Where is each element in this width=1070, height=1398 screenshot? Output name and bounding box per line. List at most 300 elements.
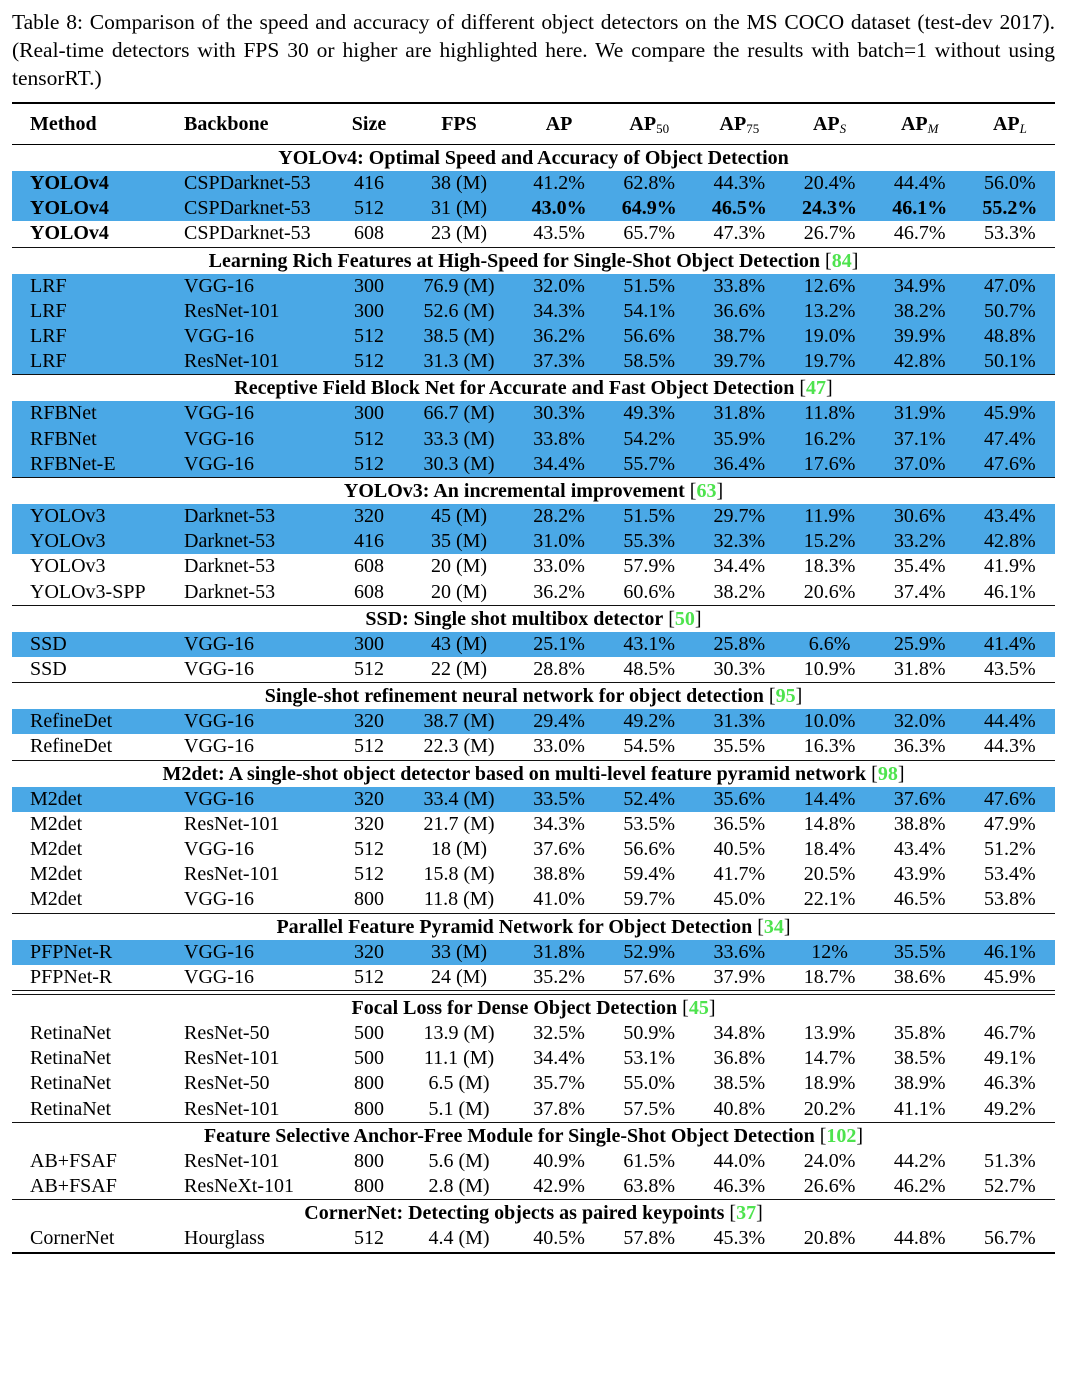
cell-ap50: 57.6% (623, 965, 676, 988)
cell-size: 512 (354, 863, 384, 886)
cell-fps: 20 (M) (430, 555, 488, 578)
col-aps: $AP_S$ (812, 113, 847, 136)
cell-size: 500 (354, 1047, 384, 1070)
cell-aps: 14.4% (784, 787, 874, 812)
cell-fps: 11.8 (M) (423, 888, 495, 911)
col-ap75: $AP_{75}$ (719, 113, 760, 136)
cell-backbone: VGG-16 (184, 735, 254, 758)
cell-aps: 16.2% (784, 427, 874, 452)
cell-fps: 22 (M) (430, 658, 488, 681)
cell-apm: 34.9% (875, 274, 965, 299)
cell-apm: 37.4% (893, 580, 946, 603)
cell-ap75: 38.2% (713, 580, 766, 603)
cell-apm: 30.6% (875, 504, 965, 529)
cell-ap: 34.4% (514, 452, 604, 478)
cell-ap75: 38.5% (713, 1072, 766, 1095)
cell-fps: 35 (M) (404, 529, 514, 554)
table-row (12, 657, 1055, 683)
cell-method: M2det (30, 888, 83, 911)
cell-fps: 30.3 (M) (404, 452, 514, 478)
cell-size: 300 (334, 632, 404, 657)
cell-ap: 34.3% (533, 812, 585, 835)
cell-ap: 33.0% (533, 555, 585, 578)
group-title: Receptive Field Block Net for Accurate and Fast Object Detection (234, 377, 795, 400)
cell-ap50: 53.5% (623, 812, 676, 835)
table-row (12, 554, 1055, 579)
cell-method: M2det (12, 787, 184, 812)
cell-ap75: 35.5% (713, 735, 766, 758)
cell-backbone: VGG-16 (184, 274, 334, 299)
cell-ap: 43.0% (514, 196, 604, 221)
cell-ap75: 32.3% (694, 529, 784, 554)
cell-backbone: ResNet-101 (184, 863, 280, 886)
cell-size: 608 (354, 222, 384, 245)
cell-size: 320 (334, 709, 404, 734)
cell-ap75: 36.4% (694, 452, 784, 478)
cell-method: RFBNet (12, 427, 184, 452)
cell-backbone: Darknet-53 (184, 580, 276, 603)
table-row (12, 709, 1055, 734)
cell-fps: 13.9 (M) (423, 1022, 495, 1045)
col-method: Method (30, 113, 97, 135)
col-backbone: Backbone (184, 113, 269, 135)
bottom-rule (12, 1253, 1055, 1254)
citation-link[interactable]: 98 (877, 762, 898, 785)
citation-link[interactable]: 47 (806, 377, 827, 400)
group-title-row: Learning Rich Features at High-Speed for Single-Shot Object Detection [84] (208, 249, 859, 272)
cell-method: RetinaNet (30, 1047, 112, 1070)
table-body (12, 145, 1055, 1254)
table-row (12, 401, 1055, 426)
table-row (12, 632, 1055, 657)
cell-ap75: 46.3% (713, 1175, 766, 1198)
cell-ap50: 49.3% (604, 401, 694, 426)
cell-ap: 43.5% (533, 222, 585, 245)
cell-backbone: VGG-16 (184, 452, 334, 478)
table-row (12, 580, 1055, 606)
cell-apl: 55.2% (965, 196, 1055, 221)
table-row (12, 529, 1055, 554)
cell-ap50: 64.9% (604, 196, 694, 221)
cell-ap50: 65.7% (623, 222, 676, 245)
cell-size: 800 (354, 888, 384, 911)
table-row (12, 1097, 1055, 1123)
cell-apm: 39.9% (875, 324, 965, 349)
cell-aps: 26.6% (803, 1175, 856, 1198)
cell-apl: 41.4% (965, 632, 1055, 657)
cell-ap50: 57.8% (623, 1227, 676, 1250)
cell-ap75: 31.3% (694, 709, 784, 734)
cell-backbone: VGG-16 (184, 427, 334, 452)
cell-size: 512 (354, 838, 384, 861)
table-row (12, 504, 1055, 529)
cell-ap50: 52.4% (604, 787, 694, 812)
table-row (12, 452, 1055, 478)
cell-method: RFBNet (12, 401, 184, 426)
cell-ap: 35.2% (533, 965, 585, 988)
cell-ap75: 34.8% (713, 1022, 766, 1045)
cell-apm: 43.9% (893, 863, 946, 886)
group-title-row: CornerNet: Detecting objects as paired keypoints [37] (304, 1202, 763, 1225)
table-header (12, 103, 1055, 145)
cell-ap75: 45.3% (713, 1227, 766, 1250)
cell-apl: 51.2% (984, 838, 1036, 861)
cell-ap75: 47.3% (713, 222, 766, 245)
cell-apm: 46.2% (893, 1175, 946, 1198)
cell-apm: 38.8% (893, 812, 946, 835)
cell-aps: 24.0% (803, 1149, 856, 1172)
cell-ap: 31.0% (514, 529, 604, 554)
citation-link[interactable]: 34 (763, 915, 784, 938)
col-ap: AP (545, 113, 573, 135)
cell-method: M2det (30, 838, 83, 861)
cell-aps: 19.7% (784, 349, 874, 375)
citation-link[interactable]: 50 (674, 607, 695, 630)
table-row (12, 734, 1055, 760)
cell-size: 512 (354, 735, 384, 758)
cell-ap50: 53.1% (623, 1047, 676, 1070)
table-row (12, 1021, 1055, 1046)
cell-fps: 45 (M) (404, 504, 514, 529)
cell-method: RFBNet-E (12, 452, 184, 478)
cell-apl: 47.0% (965, 274, 1055, 299)
cell-ap: 29.4% (514, 709, 604, 734)
cell-size: 300 (334, 274, 404, 299)
table-row (12, 887, 1055, 913)
cell-apl: 50.1% (965, 349, 1055, 375)
cell-aps: 20.4% (784, 171, 874, 196)
cell-ap: 34.4% (533, 1047, 585, 1070)
cell-aps: 18.3% (803, 555, 856, 578)
cell-aps: 11.9% (784, 504, 874, 529)
cell-ap50: 43.1% (604, 632, 694, 657)
cell-size: 512 (334, 349, 404, 375)
cell-fps: 52.6 (M) (404, 299, 514, 324)
cell-ap50: 57.5% (623, 1097, 676, 1120)
citation-link[interactable]: 45 (688, 997, 709, 1020)
cell-method: YOLOv3 (30, 555, 106, 578)
cell-ap: 35.7% (533, 1072, 585, 1095)
cell-apm: 44.4% (875, 171, 965, 196)
cell-size: 512 (334, 452, 404, 478)
group-title: SSD: Single shot multibox detector (365, 607, 664, 630)
cell-method: RefineDet (30, 735, 113, 758)
cell-aps: 20.5% (803, 863, 856, 886)
col-ap50: $AP_{50}$ (629, 113, 670, 136)
group-title-row: YOLOv3: An incremental improvement [63] (343, 480, 724, 503)
cell-ap: 33.0% (533, 735, 585, 758)
cell-ap50: 54.2% (604, 427, 694, 452)
cell-ap50: 56.6% (604, 324, 694, 349)
cell-size: 512 (334, 196, 404, 221)
cell-size: 320 (334, 940, 404, 965)
cell-ap75: 36.8% (713, 1047, 766, 1070)
cell-apm: 41.1% (893, 1097, 946, 1120)
cell-fps: 24 (M) (430, 965, 488, 988)
col-fps: FPS (441, 113, 477, 135)
group-title-row: Parallel Feature Pyramid Network for Object Detection [34] (276, 915, 791, 938)
group-title: M2det: A single-shot object detector based on multi-level feature pyramid network (162, 762, 867, 785)
cell-ap75: 36.5% (713, 812, 766, 835)
cell-ap50: 51.5% (604, 504, 694, 529)
cell-fps: 31 (M) (404, 196, 514, 221)
cell-apl: 56.7% (984, 1227, 1036, 1250)
cell-method: YOLOv3 (12, 529, 184, 554)
cell-ap50: 60.6% (623, 580, 676, 603)
cell-ap: 34.3% (514, 299, 604, 324)
cell-ap75: 25.8% (694, 632, 784, 657)
cell-apl: 52.7% (984, 1175, 1036, 1198)
cell-ap50: 51.5% (604, 274, 694, 299)
cell-aps: 18.7% (803, 965, 856, 988)
table-row (12, 171, 1055, 196)
cell-backbone: VGG-16 (184, 888, 254, 911)
cell-method: PFPNet-R (12, 940, 184, 965)
group-title: YOLOv4: Optimal Speed and Accuracy of Object Detection (278, 147, 789, 169)
cell-apm: 44.2% (893, 1149, 946, 1172)
cell-ap75: 45.0% (713, 888, 766, 911)
cell-ap75: 37.9% (713, 965, 766, 988)
cell-size: 300 (334, 299, 404, 324)
cell-aps: 10.9% (803, 658, 856, 681)
cell-backbone: ResNet-101 (184, 1047, 280, 1070)
cell-fps: 18 (M) (430, 838, 488, 861)
cell-method: LRF (12, 274, 184, 299)
cell-ap50: 52.9% (604, 940, 694, 965)
cell-ap: 33.5% (514, 787, 604, 812)
cell-apm: 46.7% (893, 222, 946, 245)
cell-aps: 12.6% (784, 274, 874, 299)
cell-aps: 26.7% (803, 222, 856, 245)
cell-apm: 38.6% (893, 965, 946, 988)
cell-ap: 38.8% (533, 863, 585, 886)
group-title-row: Receptive Field Block Net for Accurate and Fast Object Detection [47] (234, 377, 833, 400)
cell-aps: 6.6% (784, 632, 874, 657)
cell-size: 320 (354, 812, 384, 835)
cell-apl: 41.9% (984, 555, 1036, 578)
cell-backbone: VGG-16 (184, 324, 334, 349)
cell-ap: 32.0% (514, 274, 604, 299)
group-title: Parallel Feature Pyramid Network for Object Detection (276, 915, 753, 938)
cell-ap50: 59.4% (623, 863, 676, 886)
citation-link[interactable]: 37 (736, 1202, 757, 1225)
cell-fps: 20 (M) (430, 580, 488, 603)
cell-aps: 18.4% (803, 838, 856, 861)
group-title-row: Focal Loss for Dense Object Detection [45] (351, 997, 716, 1020)
cell-ap50: 63.8% (623, 1175, 676, 1198)
cell-backbone: ResNet-50 (184, 1022, 270, 1045)
cell-method: YOLOv4 (12, 171, 184, 196)
cell-apl: 43.4% (965, 504, 1055, 529)
citation-link[interactable]: 95 (775, 685, 796, 708)
citation-link[interactable]: 63 (696, 480, 717, 503)
cell-aps: 24.3% (784, 196, 874, 221)
cell-fps: 38.7 (M) (404, 709, 514, 734)
group-title-row (12, 145, 1055, 172)
cell-fps: 38.5 (M) (404, 324, 514, 349)
cell-aps: 13.2% (784, 299, 874, 324)
comparison-table (12, 102, 1055, 1254)
cell-ap: 30.3% (514, 401, 604, 426)
cell-aps: 17.6% (784, 452, 874, 478)
cell-method: LRF (12, 349, 184, 375)
cell-apm: 31.9% (875, 401, 965, 426)
cell-apm: 43.4% (893, 838, 946, 861)
table-row (12, 221, 1055, 247)
cell-ap75: 46.5% (694, 196, 784, 221)
cell-ap75: 44.3% (694, 171, 784, 196)
cell-apm: 33.2% (875, 529, 965, 554)
cell-aps: 22.1% (803, 888, 856, 911)
cell-apm: 42.8% (875, 349, 965, 375)
table-row (12, 1174, 1055, 1200)
cell-backbone: Hourglass (184, 1227, 265, 1250)
table-row (12, 427, 1055, 452)
cell-size: 608 (354, 580, 384, 603)
cell-fps: 38 (M) (404, 171, 514, 196)
cell-ap75: 38.7% (694, 324, 784, 349)
cell-aps: 12% (784, 940, 874, 965)
cell-aps: 13.9% (803, 1022, 856, 1045)
citation-link[interactable]: 102 (826, 1124, 857, 1147)
cell-aps: 15.2% (784, 529, 874, 554)
cell-method: AB+FSAF (30, 1149, 117, 1172)
cell-method: M2det (30, 812, 83, 835)
cell-apm: 44.8% (893, 1227, 946, 1250)
group-title: Single-shot refinement neural network for object detection (264, 685, 764, 708)
cell-apl: 47.9% (984, 812, 1036, 835)
group-title: Learning Rich Features at High-Speed for Single-Shot Object Detection (208, 249, 821, 272)
cell-backbone: ResNet-101 (184, 1097, 280, 1120)
cell-fps: 6.5 (M) (428, 1072, 490, 1095)
cell-apl: 49.1% (984, 1047, 1036, 1070)
cell-size: 512 (334, 427, 404, 452)
cell-ap: 25.1% (514, 632, 604, 657)
cell-ap: 33.8% (514, 427, 604, 452)
cell-apm: 35.5% (875, 940, 965, 965)
cell-apl: 45.9% (965, 401, 1055, 426)
cell-size: 300 (334, 401, 404, 426)
cell-ap: 28.2% (514, 504, 604, 529)
table-row (12, 787, 1055, 812)
cell-ap75: 41.7% (713, 863, 766, 886)
cell-ap75: 34.4% (713, 555, 766, 578)
cell-method: AB+FSAF (30, 1175, 117, 1198)
cell-size: 512 (354, 1227, 384, 1250)
cell-fps: 11.1 (M) (423, 1047, 495, 1070)
cell-method: RetinaNet (30, 1097, 112, 1120)
cell-ap: 31.8% (514, 940, 604, 965)
col-size: Size (351, 113, 387, 135)
cell-ap50: 55.3% (604, 529, 694, 554)
cell-backbone: Darknet-53 (184, 504, 334, 529)
cell-size: 320 (334, 787, 404, 812)
cell-apm: 35.8% (893, 1022, 946, 1045)
cell-apl: 44.4% (965, 709, 1055, 734)
citation-link[interactable]: 84 (831, 249, 852, 272)
cell-apm: 25.9% (875, 632, 965, 657)
cell-backbone: VGG-16 (184, 940, 334, 965)
group-title: CornerNet: Detecting objects as paired keypoints (304, 1202, 725, 1225)
cell-ap75: 29.7% (694, 504, 784, 529)
cell-ap50: 62.8% (604, 171, 694, 196)
cell-ap50: 49.2% (604, 709, 694, 734)
cell-apm: 38.5% (893, 1047, 946, 1070)
cell-backbone: ResNet-101 (184, 1149, 280, 1172)
cell-ap75: 35.6% (694, 787, 784, 812)
cell-backbone: CSPDarknet-53 (184, 171, 334, 196)
cell-ap: 42.9% (533, 1175, 585, 1198)
cell-size: 512 (354, 965, 384, 988)
cell-ap75: 44.0% (713, 1149, 766, 1172)
cell-backbone: VGG-16 (184, 401, 334, 426)
cell-apm: 37.1% (875, 427, 965, 452)
cell-fps: 15.8 (M) (423, 863, 495, 886)
cell-apl: 42.8% (965, 529, 1055, 554)
cell-ap50: 58.5% (604, 349, 694, 375)
cell-ap50: 50.9% (623, 1022, 676, 1045)
cell-apl: 49.2% (984, 1097, 1036, 1120)
cell-apl: 53.8% (984, 888, 1036, 911)
cell-ap: 36.2% (514, 324, 604, 349)
cell-ap75: 31.8% (694, 401, 784, 426)
cell-backbone: ResNet-101 (184, 299, 334, 324)
cell-fps: 22.3 (M) (423, 735, 495, 758)
table-row (12, 837, 1055, 862)
group-title: Feature Selective Anchor-Free Module for Single-Shot Object Detection (203, 1124, 815, 1147)
cell-size: 500 (354, 1022, 384, 1045)
cell-apl: 51.3% (984, 1149, 1036, 1172)
cell-apl: 46.1% (965, 940, 1055, 965)
cell-apl: 43.5% (984, 658, 1036, 681)
cell-apl: 46.7% (984, 1022, 1036, 1045)
cell-ap75: 33.6% (694, 940, 784, 965)
cell-fps: 4.4 (M) (428, 1227, 490, 1250)
cell-ap: 37.3% (514, 349, 604, 375)
cell-ap50: 54.1% (604, 299, 694, 324)
cell-backbone: VGG-16 (184, 658, 254, 681)
col-apl: $AP_L$ (992, 113, 1027, 136)
cell-backbone: Darknet-53 (184, 529, 334, 554)
cell-backbone: CSPDarknet-53 (184, 222, 311, 245)
cell-fps: 31.3 (M) (404, 349, 514, 375)
cell-ap75: 40.5% (713, 838, 766, 861)
cell-method: RefineDet (12, 709, 184, 734)
cell-apm: 36.3% (893, 735, 946, 758)
group-title: YOLOv3: An incremental improvement (343, 480, 685, 503)
cell-size: 320 (334, 504, 404, 529)
cell-method: LRF (12, 324, 184, 349)
cell-ap50: 57.9% (623, 555, 676, 578)
cell-backbone: VGG-16 (184, 632, 334, 657)
cell-size: 416 (334, 529, 404, 554)
cell-ap50: 55.0% (623, 1072, 676, 1095)
cell-size: 512 (354, 658, 384, 681)
cell-ap50: 54.5% (623, 735, 676, 758)
table-row (12, 1149, 1055, 1174)
cell-apm: 31.8% (893, 658, 946, 681)
cell-aps: 19.0% (784, 324, 874, 349)
cell-ap: 37.6% (533, 838, 585, 861)
cell-fps: 33.3 (M) (404, 427, 514, 452)
cell-apl: 46.1% (984, 580, 1036, 603)
header-row (12, 103, 1055, 145)
table-row (12, 274, 1055, 299)
cell-aps: 18.9% (803, 1072, 856, 1095)
cell-method: CornerNet (30, 1227, 115, 1250)
cell-size: 512 (334, 324, 404, 349)
cell-fps: 43 (M) (404, 632, 514, 657)
